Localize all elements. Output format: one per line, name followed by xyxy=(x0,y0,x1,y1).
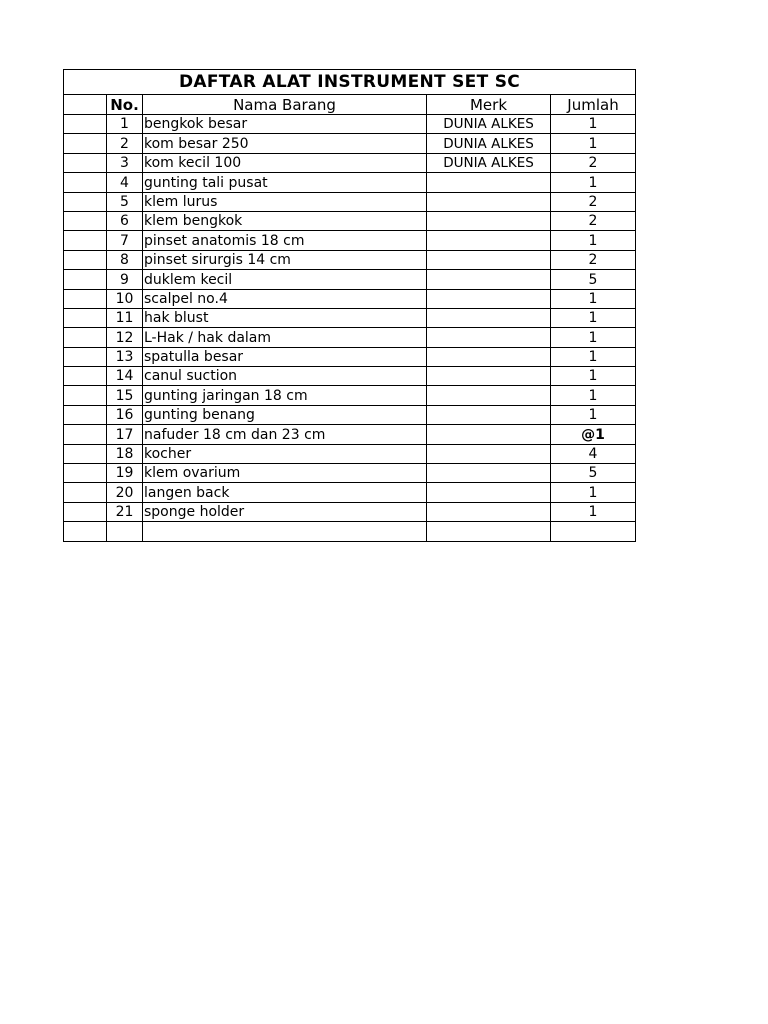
row-number-cell[interactable]: 17 xyxy=(107,425,143,444)
row-merk-cell[interactable] xyxy=(427,405,551,424)
table-row xyxy=(64,483,636,502)
row-nama-barang-cell[interactable]: gunting tali pusat xyxy=(143,173,427,192)
row-number-cell[interactable]: 7 xyxy=(107,231,143,250)
row-number-cell[interactable]: 13 xyxy=(107,347,143,366)
row-number-cell[interactable]: 2 xyxy=(107,134,143,153)
table-row xyxy=(64,231,636,250)
header-row xyxy=(64,95,636,115)
row-jumlah-cell[interactable]: 1 xyxy=(551,328,636,347)
row-merk-cell[interactable] xyxy=(427,425,551,444)
table-row xyxy=(64,386,636,405)
row-merk-cell[interactable]: DUNIA ALKES xyxy=(427,134,551,153)
row-merk-cell[interactable] xyxy=(427,328,551,347)
table-row xyxy=(64,192,636,211)
row-number-cell[interactable]: 16 xyxy=(107,405,143,424)
row-number-cell[interactable]: 19 xyxy=(107,464,143,483)
table-row xyxy=(64,289,636,308)
row-nama-barang-cell[interactable]: gunting benang xyxy=(143,405,427,424)
header-blank-cell[interactable] xyxy=(64,95,107,115)
row-merk-cell[interactable] xyxy=(427,464,551,483)
row-merk-cell[interactable] xyxy=(427,192,551,211)
row-merk-cell[interactable] xyxy=(427,347,551,366)
row-merk-cell[interactable] xyxy=(427,250,551,269)
table-row xyxy=(64,308,636,327)
row-nama-barang-cell[interactable]: duklem kecil xyxy=(143,270,427,289)
row-jumlah-cell[interactable]: 2 xyxy=(551,153,636,172)
row-jumlah-cell[interactable]: 1 xyxy=(551,134,636,153)
row-jumlah-cell[interactable]: 1 xyxy=(551,308,636,327)
row-nama-barang-cell[interactable]: kom besar 250 xyxy=(143,134,427,153)
row-blank-cell[interactable] xyxy=(64,192,107,211)
row-jumlah-cell[interactable]: 1 xyxy=(551,405,636,424)
table-row xyxy=(64,405,636,424)
table-row xyxy=(64,270,636,289)
table-row xyxy=(64,444,636,463)
empty-cell[interactable] xyxy=(143,522,427,541)
empty-cell[interactable] xyxy=(427,522,551,541)
row-blank-cell[interactable] xyxy=(64,483,107,502)
row-jumlah-cell[interactable]: 1 xyxy=(551,173,636,192)
table-row xyxy=(64,115,636,134)
row-jumlah-cell[interactable]: 1 xyxy=(551,115,636,134)
row-blank-cell[interactable] xyxy=(64,231,107,250)
row-nama-barang-cell[interactable]: nafuder 18 cm dan 23 cm xyxy=(143,425,427,444)
row-jumlah-cell[interactable]: 4 xyxy=(551,444,636,463)
row-number-cell[interactable]: 3 xyxy=(107,153,143,172)
row-blank-cell[interactable] xyxy=(64,367,107,386)
row-nama-barang-cell[interactable]: langen back xyxy=(143,483,427,502)
table-row xyxy=(64,211,636,230)
row-blank-cell[interactable] xyxy=(64,425,107,444)
table-row xyxy=(64,134,636,153)
table-row xyxy=(64,153,636,172)
row-number-cell[interactable]: 11 xyxy=(107,308,143,327)
row-nama-barang-cell[interactable]: klem bengkok xyxy=(143,211,427,230)
header-no[interactable]: No. xyxy=(107,95,143,115)
table-row xyxy=(64,425,636,444)
empty-cell[interactable] xyxy=(64,522,107,541)
empty-row xyxy=(64,522,636,541)
table-row xyxy=(64,328,636,347)
row-jumlah-cell[interactable]: 1 xyxy=(551,347,636,366)
row-nama-barang-cell[interactable]: klem ovarium xyxy=(143,464,427,483)
row-merk-cell[interactable] xyxy=(427,367,551,386)
row-blank-cell[interactable] xyxy=(64,173,107,192)
table-row xyxy=(64,502,636,521)
table-body xyxy=(64,70,636,542)
empty-cell[interactable] xyxy=(551,522,636,541)
sheet-title[interactable]: DAFTAR ALAT INSTRUMENT SET SC xyxy=(64,70,636,95)
row-number-cell[interactable]: 8 xyxy=(107,250,143,269)
row-blank-cell[interactable] xyxy=(64,328,107,347)
row-number-cell[interactable]: 9 xyxy=(107,270,143,289)
row-number-cell[interactable]: 10 xyxy=(107,289,143,308)
row-merk-cell[interactable] xyxy=(427,502,551,521)
row-number-cell[interactable]: 21 xyxy=(107,502,143,521)
row-blank-cell[interactable] xyxy=(64,211,107,230)
table-row xyxy=(64,367,636,386)
table-row xyxy=(64,173,636,192)
row-nama-barang-cell[interactable]: kom kecil 100 xyxy=(143,153,427,172)
row-nama-barang-cell[interactable]: gunting jaringan 18 cm xyxy=(143,386,427,405)
header-nama-barang[interactable]: Nama Barang xyxy=(143,95,427,115)
row-jumlah-cell[interactable]: 5 xyxy=(551,464,636,483)
row-merk-cell[interactable] xyxy=(427,173,551,192)
row-nama-barang-cell[interactable]: scalpel no.4 xyxy=(143,289,427,308)
row-blank-cell[interactable] xyxy=(64,250,107,269)
row-blank-cell[interactable] xyxy=(64,502,107,521)
row-blank-cell[interactable] xyxy=(64,115,107,134)
header-merk[interactable]: Merk xyxy=(427,95,551,115)
header-jumlah[interactable]: Jumlah xyxy=(551,95,636,115)
row-blank-cell[interactable] xyxy=(64,405,107,424)
row-nama-barang-cell[interactable]: pinset sirurgis 14 cm xyxy=(143,250,427,269)
row-nama-barang-cell[interactable]: L-Hak / hak dalam xyxy=(143,328,427,347)
row-blank-cell[interactable] xyxy=(64,347,107,366)
row-blank-cell[interactable] xyxy=(64,134,107,153)
row-merk-cell[interactable] xyxy=(427,289,551,308)
empty-cell[interactable] xyxy=(107,522,143,541)
row-jumlah-cell[interactable]: 1 xyxy=(551,231,636,250)
row-number-cell[interactable]: 5 xyxy=(107,192,143,211)
row-blank-cell[interactable] xyxy=(64,386,107,405)
row-nama-barang-cell[interactable]: sponge holder xyxy=(143,502,427,521)
row-jumlah-cell[interactable]: 1 xyxy=(551,502,636,521)
row-number-cell[interactable]: 12 xyxy=(107,328,143,347)
table-row xyxy=(64,464,636,483)
row-jumlah-cell[interactable]: 1 xyxy=(551,386,636,405)
row-number-cell[interactable]: 4 xyxy=(107,173,143,192)
row-merk-cell[interactable] xyxy=(427,270,551,289)
row-merk-cell[interactable]: DUNIA ALKES xyxy=(427,115,551,134)
row-number-cell[interactable]: 15 xyxy=(107,386,143,405)
row-nama-barang-cell[interactable]: kocher xyxy=(143,444,427,463)
row-blank-cell[interactable] xyxy=(64,289,107,308)
row-jumlah-cell[interactable]: 2 xyxy=(551,211,636,230)
row-blank-cell[interactable] xyxy=(64,308,107,327)
instrument-table xyxy=(63,69,636,542)
row-blank-cell[interactable] xyxy=(64,270,107,289)
row-nama-barang-cell[interactable]: bengkok besar xyxy=(143,115,427,134)
row-merk-cell[interactable]: DUNIA ALKES xyxy=(427,153,551,172)
row-merk-cell[interactable] xyxy=(427,211,551,230)
row-jumlah-cell[interactable]: 5 xyxy=(551,270,636,289)
spreadsheet-sheet xyxy=(63,69,636,542)
row-jumlah-cell[interactable]: @1 xyxy=(551,425,636,444)
table-row xyxy=(64,250,636,269)
row-nama-barang-cell[interactable]: hak blust xyxy=(143,308,427,327)
row-merk-cell[interactable] xyxy=(427,444,551,463)
row-number-cell[interactable]: 18 xyxy=(107,444,143,463)
row-jumlah-cell[interactable]: 2 xyxy=(551,250,636,269)
row-blank-cell[interactable] xyxy=(64,444,107,463)
row-blank-cell[interactable] xyxy=(64,153,107,172)
row-merk-cell[interactable] xyxy=(427,231,551,250)
row-nama-barang-cell[interactable]: klem lurus xyxy=(143,192,427,211)
row-nama-barang-cell[interactable]: canul suction xyxy=(143,367,427,386)
table-row xyxy=(64,347,636,366)
row-jumlah-cell[interactable]: 1 xyxy=(551,289,636,308)
row-jumlah-cell[interactable]: 1 xyxy=(551,483,636,502)
row-nama-barang-cell[interactable]: spatulla besar xyxy=(143,347,427,366)
row-number-cell[interactable]: 1 xyxy=(107,115,143,134)
row-merk-cell[interactable] xyxy=(427,308,551,327)
row-number-cell[interactable]: 6 xyxy=(107,211,143,230)
row-jumlah-cell[interactable]: 2 xyxy=(551,192,636,211)
title-row xyxy=(64,70,636,95)
row-blank-cell[interactable] xyxy=(64,464,107,483)
row-merk-cell[interactable] xyxy=(427,386,551,405)
row-merk-cell[interactable] xyxy=(427,483,551,502)
row-number-cell[interactable]: 20 xyxy=(107,483,143,502)
row-number-cell[interactable]: 14 xyxy=(107,367,143,386)
row-nama-barang-cell[interactable]: pinset anatomis 18 cm xyxy=(143,231,427,250)
row-jumlah-cell[interactable]: 1 xyxy=(551,367,636,386)
